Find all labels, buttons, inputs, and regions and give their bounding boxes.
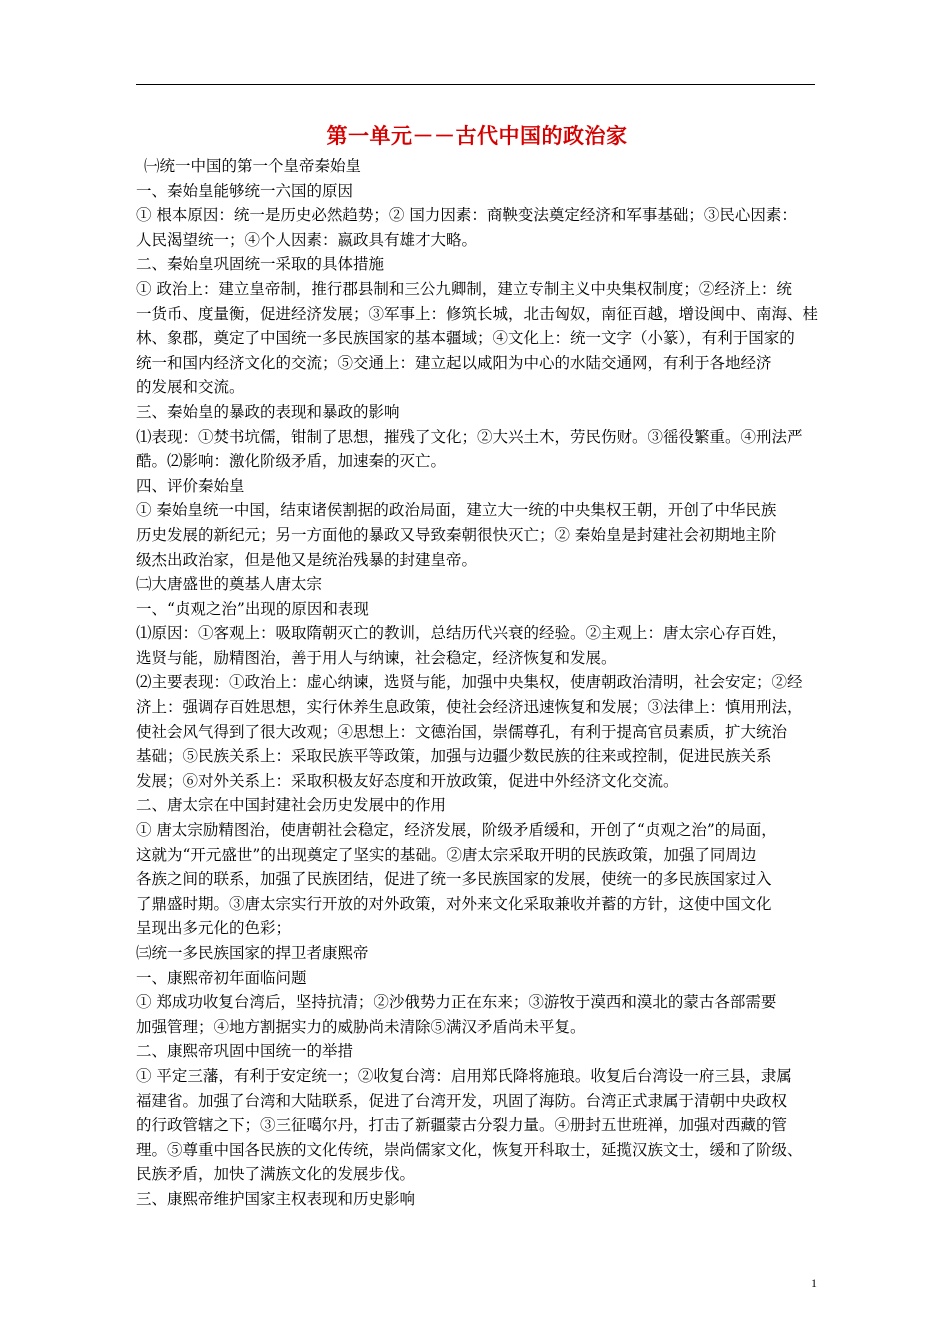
page-number: 1 bbox=[811, 1276, 817, 1290]
text-line: ① 根本原因：统一是历史必然趋势；② 国力因素：商鞅变法奠定经济和军事基础；③民心因素： bbox=[136, 206, 797, 225]
text-line: 加强管理；④地方割据实力的威胁尚未清除⑤满汉矛盾尚未平复。 bbox=[136, 1017, 586, 1036]
text-line: 各族之间的联系，加强了民族团结，促进了统一多民族国家的发展，使统一的多民族国家过入 bbox=[136, 870, 772, 889]
text-line: 三、秦始皇的暴政的表现和暴政的影响 bbox=[136, 402, 400, 421]
text-line: 这就为“开元盛世”的出现奠定了坚实的基础。②唐太宗采取开明的民族政策，加强了同周边 bbox=[136, 845, 757, 864]
text-line: ㈢统一多民族国家的捍卫者康熙帝 bbox=[136, 944, 369, 962]
text-lines bbox=[136, 154, 818, 1212]
text-line: 发展；⑥对外关系上：采取积极友好态度和开放政策，促进中外经济文化交流。 bbox=[136, 771, 679, 790]
header-rule bbox=[136, 84, 815, 85]
text-line: 的发展和交流。 bbox=[136, 378, 245, 397]
text-line: ㈡大唐盛世的奠基人唐太宗 bbox=[136, 575, 323, 594]
text-line: 基础；⑤民族关系上：采取民族平等政策，加强与边疆少数民族的往来或控制，促进民族关系 bbox=[136, 747, 772, 766]
page-title: 第一单元－－古代中国的政治家 bbox=[326, 124, 628, 148]
text-line: ㈠统一中国的第一个皇帝秦始皇 bbox=[144, 157, 362, 175]
text-line: ⑴原因：①客观上：吸取隋朝灭亡的教训，总结历代兴衰的经验。②主观上：唐太宗心存百姓， bbox=[136, 624, 788, 643]
text-line: 理。⑤尊重中国各民族的文化传统，崇尚儒家文化，恢复开科取士，延揽汉族文士，缓和了阶级、 bbox=[136, 1140, 803, 1159]
document-body bbox=[136, 120, 818, 1212]
text-line: 人民渴望统一；④个人因素：嬴政具有雄才大略。 bbox=[136, 230, 478, 249]
text-line: 选贤与能，励精图治，善于用人与纳谏，社会稳定，经济恢复和发展。 bbox=[136, 648, 617, 667]
text-line: 统一和国内经济文化的交流；⑤交通上：建立起以咸阳为中心的水陆交通网，有利于各地经济 bbox=[136, 353, 772, 372]
text-line: ① 平定三藩，有利于安定统一；②收复台湾：启用郑氏降将施琅。收复后台湾设一府三县，隶属 bbox=[136, 1066, 792, 1085]
text-line: ⑴表现：①焚书坑儒，钳制了思想，摧残了文化；②大兴土木，劳民伤财。③徭役繁重。④刑法严 bbox=[136, 427, 803, 446]
text-line: 三、康熙帝维护国家主权表现和历史影响 bbox=[136, 1189, 416, 1208]
text-line: 一、康熙帝初年面临问题 bbox=[136, 968, 307, 987]
text-line: ① 郑成功收复台湾后，坚持抗清；②沙俄势力正在东来；③游牧于漠西和漠北的蒙古各部需要 bbox=[136, 993, 777, 1012]
text-line: 二、秦始皇巩固统一采取的具体措施 bbox=[136, 255, 385, 274]
text-line: 福建省。加强了台湾和大陆联系，促进了台湾开发，巩固了海防。台湾正式隶属于清朝中央政权 bbox=[136, 1091, 788, 1110]
text-line: 济上：强调存百姓思想，实行休养生息政策，使社会经济迅速恢复和发展；③法律上：慎用刑法， bbox=[136, 698, 803, 717]
text-line: ① 政治上：建立皇帝制，推行郡县制和三公九卿制，建立专制主义中央集权制度；②经济上：统 bbox=[136, 279, 792, 298]
text-line: ① 唐太宗励精图治，使唐朝社会稳定，经济发展，阶级矛盾缓和，开创了“贞观之治”的局面， bbox=[136, 821, 777, 840]
text-line: 二、唐太宗在中国封建社会历史发展中的作用 bbox=[136, 796, 447, 815]
text-line: 民族矛盾，加快了满族文化的发展步伐。 bbox=[136, 1165, 416, 1184]
text-line: 使社会风气得到了很大改观；④思想上：文德治国，崇儒尊孔，有利于提高官员素质，扩大统治 bbox=[136, 722, 788, 741]
text-line: 的行政管辖之下；③三征噶尔丹，打击了新疆蒙古分裂力量。④册封五世班禅，加强对西藏的管 bbox=[136, 1116, 788, 1135]
text-line: 了鼎盛时期。③唐太宗实行开放的对外政策，对外来文化采取兼收并蓄的方针，这使中国文化 bbox=[136, 894, 772, 913]
text-line: 历史发展的新纪元；另一方面他的暴政又导致秦朝很快灭亡；② 秦始皇是封建社会初期地主阶 bbox=[136, 525, 777, 544]
text-line: 一货币、度量衡，促进经济发展；③军事上：修筑长城，北击匈奴，南征百越，增设闽中、南海、桂 bbox=[136, 304, 819, 323]
text-line: 一、“贞观之治”出现的原因和表现 bbox=[136, 599, 369, 618]
text-line: 林、象郡，奠定了中国统一多民族国家的基本疆域；④文化上：统一文字（小篆），有利于国家的 bbox=[136, 329, 795, 348]
text-line: 四、评价秦始皇 bbox=[136, 476, 245, 495]
text-line: 呈现出多元化的色彩； bbox=[136, 919, 292, 938]
text-line: ⑵主要表现：①政治上：虚心纳谏，选贤与能，加强中央集权，使唐朝政治清明，社会安定；②经 bbox=[136, 673, 803, 692]
text-line: 级杰出政治家，但是他又是统治残暴的封建皇帝。 bbox=[136, 550, 478, 569]
text-line: 一、秦始皇能够统一六国的原因 bbox=[136, 181, 354, 200]
text-line: ① 秦始皇统一中国，结束诸侯割据的政治局面，建立大一统的中央集权王朝，开创了中华民族 bbox=[136, 501, 777, 520]
text-line: 二、康熙帝巩固中国统一的举措 bbox=[136, 1042, 354, 1061]
text-line: 酷。⑵影响：激化阶级矛盾，加速秦的灭亡。 bbox=[136, 452, 447, 471]
